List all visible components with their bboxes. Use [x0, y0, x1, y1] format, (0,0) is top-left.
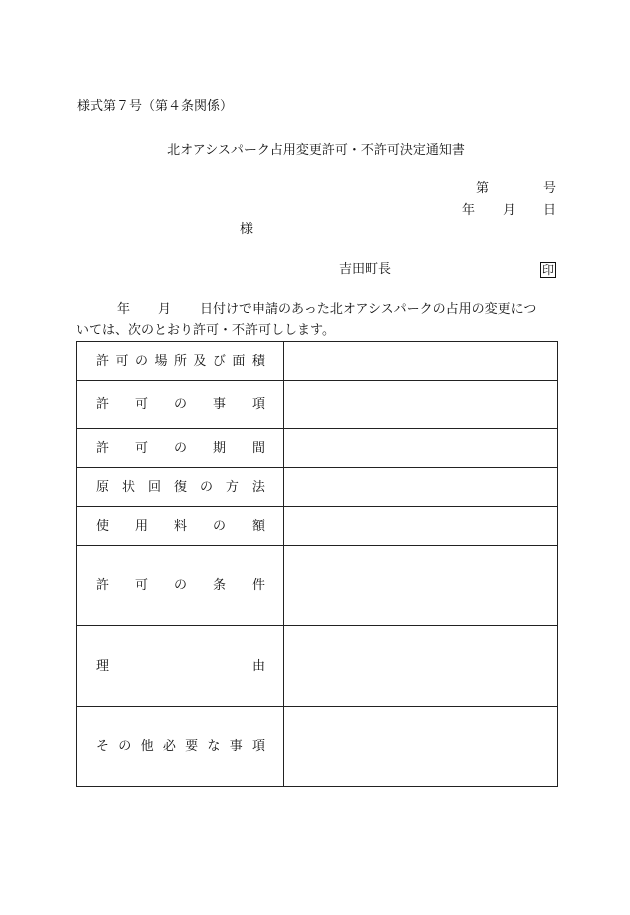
row-label-char: 額: [251, 518, 265, 534]
row-label: [77, 381, 284, 429]
row-label-char: 回: [147, 479, 161, 495]
row-label-char: 積: [251, 353, 265, 369]
table-row: [77, 707, 558, 787]
row-label-char: 法: [251, 479, 265, 495]
body-line-1-text: 日付けで申請のあった北オアシスパークの占用の変更につ: [200, 302, 537, 317]
table-row: [77, 468, 558, 507]
issuer-name: 吉田町長: [339, 262, 392, 277]
table-row: [77, 429, 558, 468]
body-month: 月: [158, 302, 172, 317]
row-label-char: 必: [162, 739, 176, 754]
date-year: 年: [462, 203, 476, 218]
body-year: 年: [117, 302, 131, 317]
table-row: [77, 381, 558, 429]
table-row: [77, 546, 558, 626]
row-label-char: 可: [134, 397, 148, 412]
row-label-char: の: [134, 353, 148, 369]
row-label-char: 使: [96, 518, 110, 534]
row-label-char: 要: [185, 739, 199, 754]
row-value-field[interactable]: [284, 546, 558, 626]
permit-details-table: [76, 341, 558, 787]
row-label-char: 許: [96, 440, 110, 456]
row-label-char: そ: [96, 739, 110, 754]
row-label-char: 項: [251, 397, 265, 412]
row-label-char: 料: [173, 518, 187, 534]
row-label-char: 許: [96, 353, 110, 369]
row-label: [77, 468, 284, 507]
row-label-char: 由: [251, 658, 265, 674]
row-value-field[interactable]: [284, 429, 558, 468]
row-label-char: 可: [115, 353, 129, 369]
row-label-char: 方: [225, 479, 239, 495]
seal-mark: 印: [542, 263, 555, 277]
row-label-char: の: [173, 440, 187, 456]
row-label-char: 許: [96, 397, 110, 412]
row-value-field[interactable]: [284, 468, 558, 507]
row-label-char: 復: [173, 479, 187, 495]
row-value-field[interactable]: [284, 707, 558, 787]
row-label: [77, 626, 284, 707]
row-label-char: 項: [251, 739, 265, 754]
row-label: [77, 342, 284, 381]
row-label-char: び: [212, 353, 226, 369]
document-number-prefix: 第: [476, 181, 490, 196]
row-label-char: の: [212, 518, 226, 534]
row-label: [77, 707, 284, 787]
row-value-field[interactable]: [284, 507, 558, 546]
row-label-char: 面: [232, 353, 246, 369]
row-label-char: 可: [134, 578, 148, 593]
row-label-char: 許: [96, 578, 110, 593]
table-row: [77, 507, 558, 546]
row-label-char: 他: [140, 739, 154, 754]
row-label-char: 事: [229, 739, 243, 754]
row-label-char: 可: [134, 440, 148, 456]
row-label-char: 所: [173, 353, 187, 369]
row-label-char: 状: [121, 479, 135, 495]
body-text-line-2: いては、次のとおり許可・不許可しします。: [76, 323, 335, 338]
row-label-char: の: [118, 739, 132, 754]
row-label-char: 及: [193, 353, 207, 369]
table-row: [77, 626, 558, 707]
row-value-field[interactable]: [284, 381, 558, 429]
row-label-char: 間: [251, 440, 265, 456]
document-title: 北オアシスパーク占用変更許可・不許可決定通知書: [167, 143, 465, 158]
addressee-honorific: 様: [240, 222, 254, 237]
row-label: [77, 507, 284, 546]
row-label: [77, 546, 284, 626]
date-month: 月: [503, 203, 517, 218]
row-label-char: の: [173, 578, 187, 593]
row-value-field[interactable]: [284, 342, 558, 381]
date-day: 日: [543, 203, 557, 218]
row-label-char: 用: [134, 518, 148, 534]
row-label-char: 理: [96, 658, 110, 674]
document-number-suffix: 号: [543, 181, 557, 196]
table-row: [77, 342, 558, 381]
row-label-char: 件: [251, 578, 265, 593]
row-label-char: 条: [212, 578, 226, 593]
row-label-char: 場: [154, 353, 168, 369]
row-label-char: 事: [212, 397, 226, 412]
row-label-char: の: [173, 397, 187, 412]
row-label-char: な: [207, 739, 221, 754]
row-label: [77, 429, 284, 468]
body-text-line-1: [76, 303, 536, 316]
row-label-char: 原: [96, 479, 110, 495]
row-label-char: 期: [212, 440, 226, 456]
form-number: 様式第７号（第４条関係）: [77, 99, 234, 114]
row-value-field[interactable]: [284, 626, 558, 707]
row-label-char: の: [199, 479, 213, 495]
